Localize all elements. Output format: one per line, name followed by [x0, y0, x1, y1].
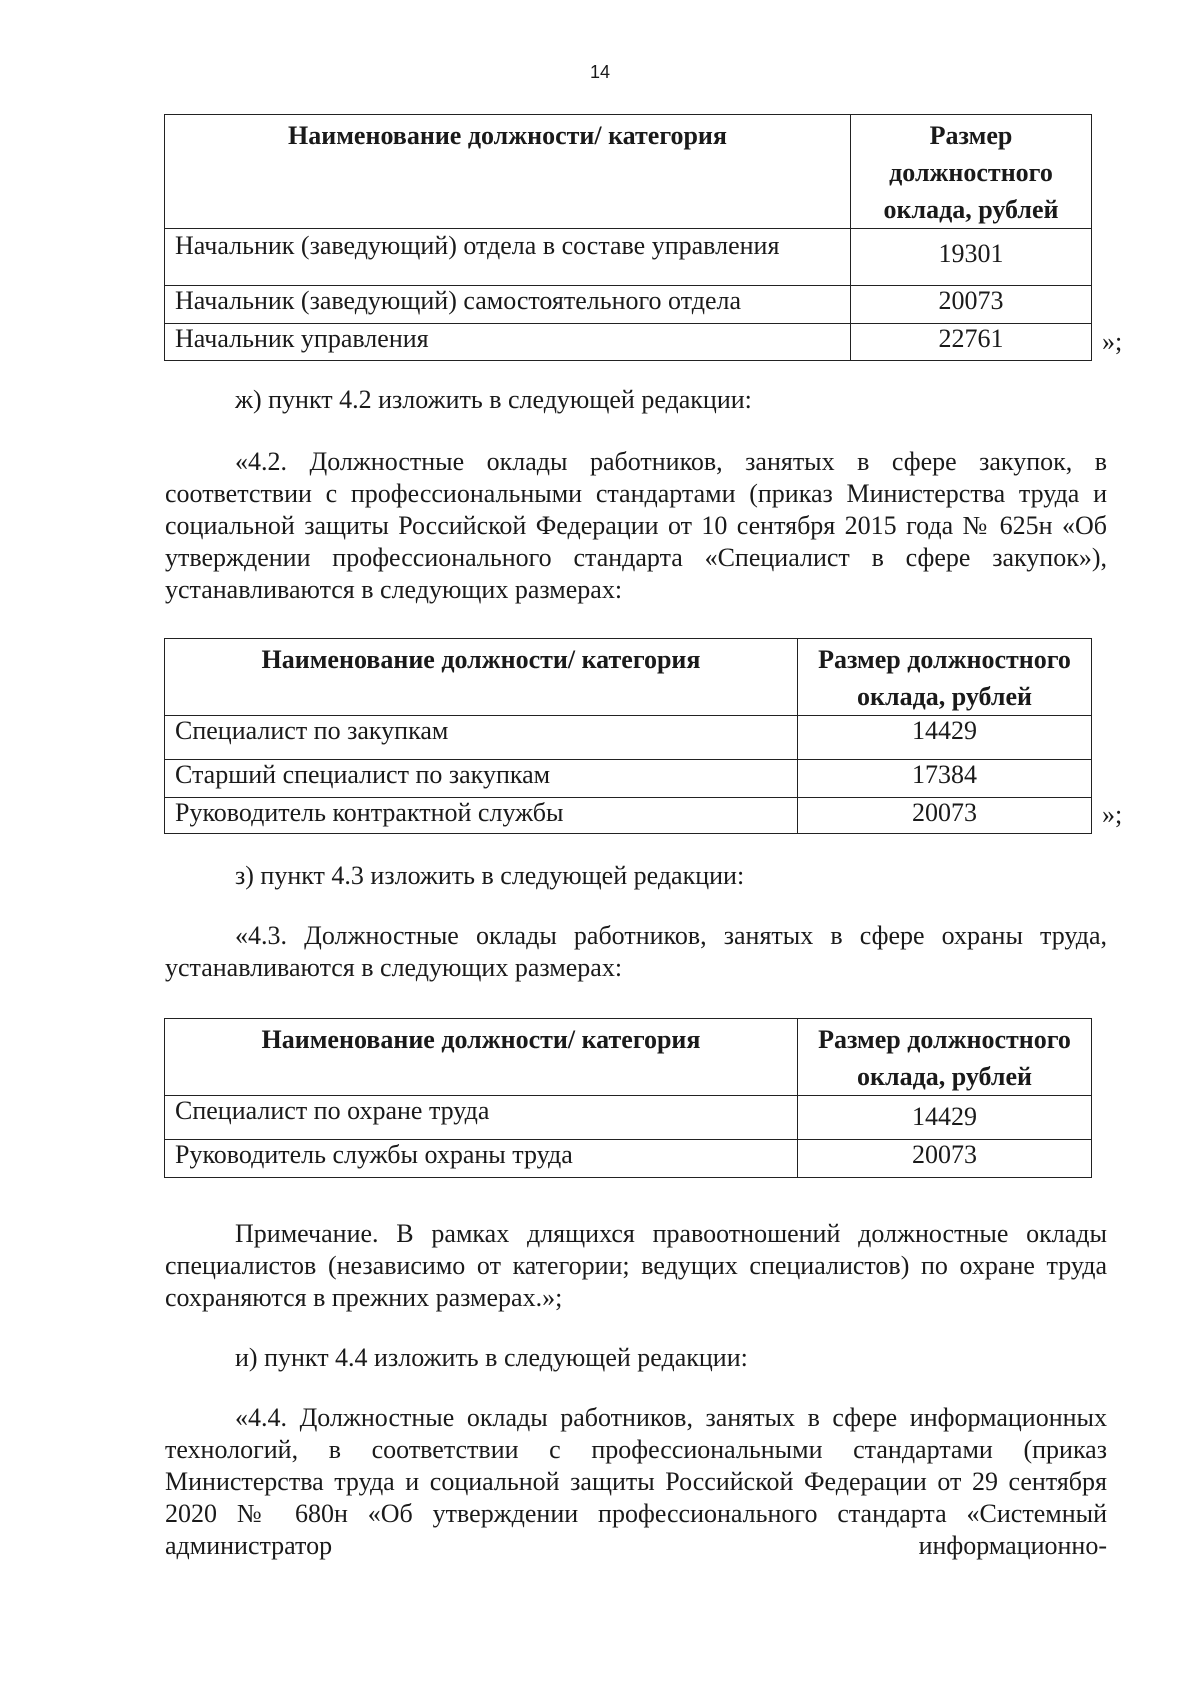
header-salary [851, 115, 1092, 229]
paragraph-z: з) пункт 4.3 изложить в следующей редакции: [235, 861, 745, 890]
closing-quote: »; [1102, 327, 1123, 356]
table-row [165, 229, 1092, 286]
header-salary-line: должностного [889, 158, 1053, 187]
table-row [165, 716, 1092, 760]
salary-value: 20073 [798, 1140, 1092, 1178]
table-row [165, 1140, 1092, 1178]
table-row [165, 1096, 1092, 1140]
header-position-name: Наименование должности/ категория [165, 115, 851, 229]
paragraph-4-2: «4.2. Должностные оклады работников, занятых в сфере закупок, в соответствии с профессиональными стандартами (приказ Министерства труда и социальной защиты Российской Федерации от 10 сентября 2015 года № 625н «Об утверждении профессионального стандарта «Специалист в сфере закупок»), устанавливаются в следующих размерах: [165, 447, 1107, 604]
position-name: Специалист по закупкам [165, 716, 798, 760]
salary-value: 14429 [798, 1096, 1092, 1140]
salary-value: 22761 [851, 324, 1092, 361]
header-position-name: Наименование должности/ категория [165, 639, 798, 716]
salary-value: 20073 [798, 798, 1092, 834]
paragraph-i: и) пункт 4.4 изложить в следующей редакции: [235, 1343, 748, 1372]
table-row [165, 760, 1092, 798]
salary-value: 17384 [798, 760, 1092, 798]
header-salary-line: оклада, рублей [883, 195, 1059, 224]
table-row [165, 286, 1092, 324]
paragraph-4-4: «4.4. Должностные оклады работников, занятых в сфере информационных технологий, в соответствии с профессиональными стандартами (приказ Министерства труда и социальной защиты Российской Федерации от 29 сентября 2020 № 680н «Об утверждении профессионального стандарта «Системный администратор информационно- [165, 1403, 1107, 1560]
header-salary-line: оклада, рублей [857, 682, 1032, 711]
position-name: Начальник (заведующий) самостоятельного отдела [165, 286, 851, 324]
header-salary-line: оклада, рублей [857, 1062, 1032, 1091]
salary-table-management [164, 114, 1092, 361]
salary-value: 14429 [798, 716, 1092, 760]
closing-quote: »; [1102, 800, 1123, 829]
header-position-name: Наименование должности/ категория [165, 1019, 798, 1096]
table-row [165, 798, 1092, 834]
salary-value: 19301 [851, 229, 1092, 286]
table-row [165, 324, 1092, 361]
header-salary [798, 1019, 1092, 1096]
table-header-row [165, 115, 1092, 229]
table-header-row [165, 1019, 1092, 1096]
header-salary [798, 639, 1092, 716]
header-salary-line: Размер должностного [818, 645, 1071, 674]
table-header-row [165, 639, 1092, 716]
position-name: Начальник управления [165, 324, 851, 361]
position-name: Начальник (заведующий) отдела в составе управления [165, 229, 851, 286]
position-name: Старший специалист по закупкам [165, 760, 798, 798]
position-name: Руководитель контрактной службы [165, 798, 798, 834]
salary-table-labor-safety [164, 1018, 1092, 1178]
position-name: Руководитель службы охраны труда [165, 1140, 798, 1178]
paragraph-note: Примечание. В рамках длящихся правоотношений должностные оклады специалистов (независимо от категории; ведущих специалистов) по охране труда сохраняются в прежних размерах.»; [165, 1219, 1107, 1312]
salary-table-procurement [164, 638, 1092, 834]
position-name: Специалист по охране труда [165, 1096, 798, 1140]
header-salary-line: Размер должностного [818, 1025, 1071, 1054]
page-number: 14 [589, 62, 611, 82]
paragraph-4-3: «4.3. Должностные оклады работников, занятых в сфере охраны труда, устанавливаются в следующих размерах: [165, 921, 1107, 982]
paragraph-zh: ж) пункт 4.2 изложить в следующей редакции: [235, 385, 752, 414]
salary-value: 20073 [851, 286, 1092, 324]
header-salary-line: Размер [929, 121, 1013, 150]
